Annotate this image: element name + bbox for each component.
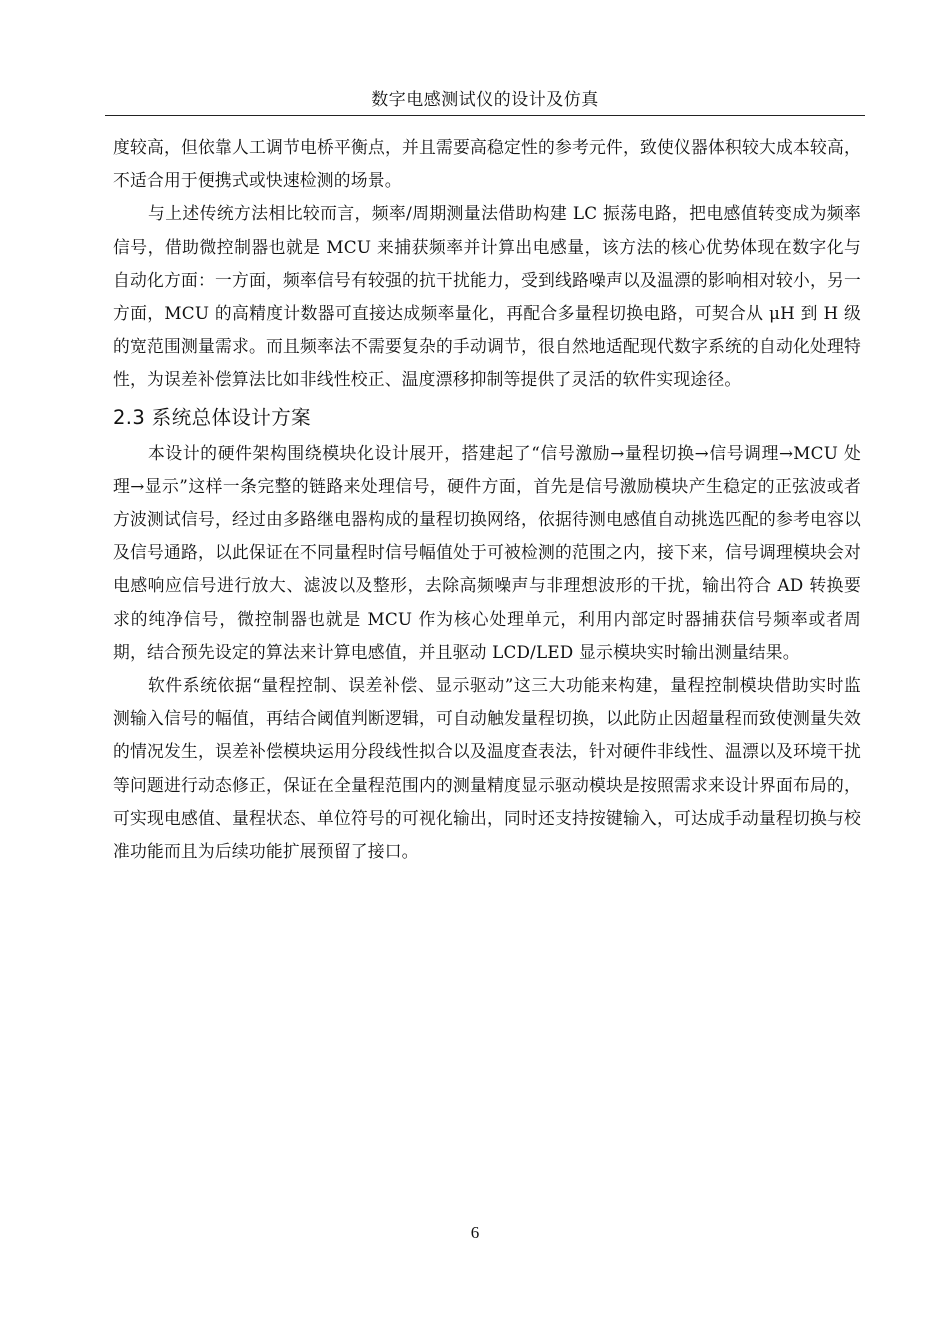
paragraph-software-system: 软件系统依据“量程控制、误差补偿、显示驱动”这三大功能来构建，量程控制模块借助实时监测输入信号的幅值，再结合阈值判断逻辑，可自动触发量程切换，以此防止因超量程而致使测量失效的情况发生，误差补偿模块运用分段线性拟合以及温度查表法，针对硬件非线性、温漂以及环境干扰等问题进行动态修正，保证在全量程范围内的测量精度显示驱动模块是按照需求来设计界面布局的，可实现电感值、量程状态、单位符号的可视化输出，同时还支持按键输入，可达成手动量程切换与校准功能而且为后续功能扩展预留了接口。 (113, 675, 861, 862)
paragraph-hardware-architecture: 本设计的硬件架构围绕模块化设计展开，搭建起了“信号激励→量程切换→信号调理→MCU 处理→显示”这样一条完整的链路来处理信号，硬件方面，首先是信号激励模块产生稳定的正弦波或者方波测试信号，经过由多路继电器构成的量程切换网络，依据待测电感值自动挑选匹配的参考电容以及信号通路，以此保证在不同量程时信号幅值处于可被检测的范围之内，接下来，信号调理模块会对电感响应信号进行放大、滤波以及整形，去除高频噪声与非理想波形的干扰，输出符合 AD 转换要求的纯净信号，微控制器也就是 MCU 作为核心处理单元，利用内部定时器捕获信号频率或者周期，结合预先设定的算法来计算电感值，并且驱动 LCD/LED 显示模块实时输出测量结果。 (113, 442, 861, 662)
paragraph-continued: 度较高，但依靠人工调节电桥平衡点，并且需要高稳定性的参考元件，致使仪器体积较大成本较高，不适合用于便携式或快速检测的场景。 (113, 137, 861, 191)
paragraph-frequency-method: 与上述传统方法相比较而言，频率/周期测量法借助构建 LC 振荡电路，把电感值转变成为频率信号，借助微控制器也就是 MCU 来捕获频率并计算出电感量，该方法的核心优势体现在数字化与自动化方面：一方面，频率信号有较强的抗干扰能力，受到线路噪声以及温漂的影响相对较小，另一方面，MCU 的高精度计数器可直接达成频率量化，再配合多量程切换电路，可契合从 μH 到 H 级的宽范围测量需求。而且频率法不需要复杂的手动调节，很自然地适配现代数字系统的自动化处理特性，为误差补偿算法比如非线性校正、温度漂移抑制等提供了灵活的软件实现途径。 (113, 203, 861, 390)
page-number: 6 (470, 1223, 480, 1242)
section-heading: 2.3 系统总体设计方案 (113, 405, 312, 429)
document-body (113, 131, 861, 868)
running-header-title: 数字电感测试仪的设计及仿真 (371, 90, 599, 110)
header-rule (105, 115, 865, 116)
